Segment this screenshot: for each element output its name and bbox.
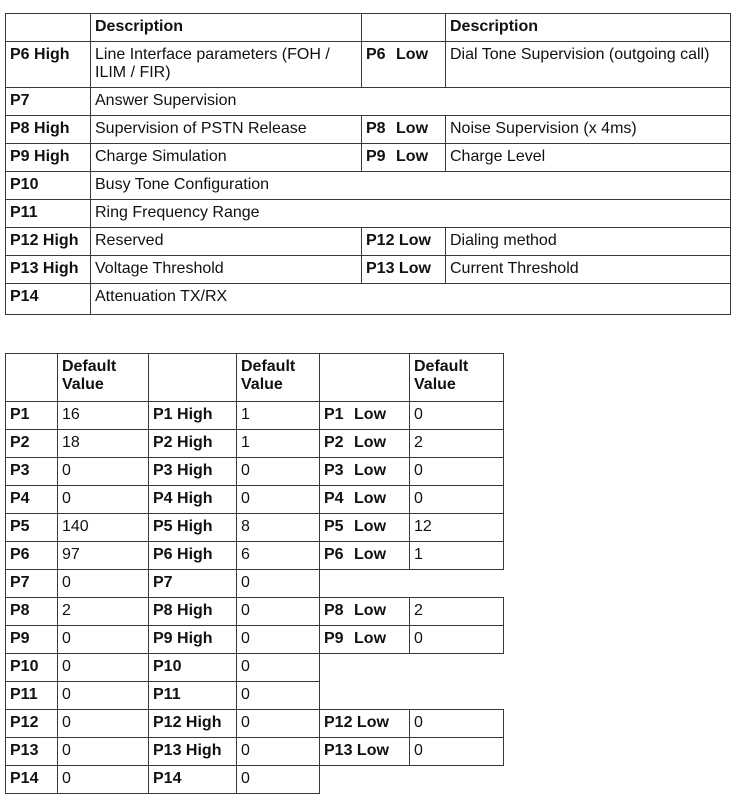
header-empty-cell — [320, 354, 410, 402]
param-high-name: P6 High — [149, 542, 237, 570]
param-low-name: P3 Low — [320, 458, 410, 486]
param-high-value: 0 — [237, 626, 320, 654]
param-description: Attenuation TX/RX — [91, 284, 731, 315]
param-high-name: P11 — [149, 682, 237, 710]
param-high-value: 6 — [237, 542, 320, 570]
param-name: P12 High — [6, 228, 91, 256]
param-high-value: 1 — [237, 430, 320, 458]
param-name: P8 Low — [362, 116, 446, 144]
table-row — [6, 710, 504, 738]
param-low-value: 2 — [410, 430, 504, 458]
default-value-header: Default Value — [58, 354, 149, 402]
param-high-name: P2 High — [149, 430, 237, 458]
param-value: 97 — [58, 542, 149, 570]
table-row — [6, 88, 731, 116]
param-name: P3 — [6, 458, 58, 486]
param-description: Charge Level — [446, 144, 731, 172]
param-value: 0 — [58, 682, 149, 710]
param-name: P10 — [6, 654, 58, 682]
param-high-name: P9 High — [149, 626, 237, 654]
param-low-value: 2 — [410, 598, 504, 626]
param-description: Current Threshold — [446, 256, 731, 284]
param-description: Noise Supervision (x 4ms) — [446, 116, 731, 144]
param-name: P13 Low — [362, 256, 446, 284]
param-low-name: P2 Low — [320, 430, 410, 458]
param-low-name: P6 Low — [320, 542, 410, 570]
param-value: 0 — [58, 766, 149, 794]
param-high-name: P7 — [149, 570, 237, 598]
param-low-name: P1 Low — [320, 402, 410, 430]
empty-cell — [320, 570, 504, 598]
param-low-value: 0 — [410, 458, 504, 486]
param-high-value: 1 — [237, 402, 320, 430]
description-header-row — [6, 14, 731, 42]
param-description: Dialing method — [446, 228, 731, 256]
param-name: P7 — [6, 570, 58, 598]
table-row — [6, 200, 731, 228]
table-row — [6, 738, 504, 766]
param-name: P6 High — [6, 42, 91, 88]
table-row — [6, 626, 504, 654]
empty-cell — [320, 654, 504, 682]
empty-cell — [320, 766, 504, 794]
param-high-value: 0 — [237, 458, 320, 486]
param-high-value: 0 — [237, 654, 320, 682]
param-high-value: 0 — [237, 682, 320, 710]
param-high-name: P4 High — [149, 486, 237, 514]
param-name: P11 — [6, 200, 91, 228]
param-name: P14 — [6, 284, 91, 315]
table-row — [6, 402, 504, 430]
table-row — [6, 116, 731, 144]
description-header: Description — [446, 14, 731, 42]
param-high-value: 0 — [237, 570, 320, 598]
parameter-description-table — [5, 13, 731, 315]
param-high-value: 0 — [237, 766, 320, 794]
param-name: P8 High — [6, 116, 91, 144]
table-row — [6, 144, 731, 172]
param-value: 16 — [58, 402, 149, 430]
param-description: Dial Tone Supervision (outgoing call) — [446, 42, 731, 88]
table-row — [6, 228, 731, 256]
table-row — [6, 598, 504, 626]
header-empty-cell — [149, 354, 237, 402]
param-high-value: 0 — [237, 598, 320, 626]
param-low-name: P9 Low — [320, 626, 410, 654]
param-low-name: P13 Low — [320, 738, 410, 766]
header-empty-cell — [6, 14, 91, 42]
param-name: P8 — [6, 598, 58, 626]
param-low-name: P12 Low — [320, 710, 410, 738]
param-low-name: P5 Low — [320, 514, 410, 542]
param-value: 0 — [58, 626, 149, 654]
param-high-name: P13 High — [149, 738, 237, 766]
param-high-name: P14 — [149, 766, 237, 794]
param-value: 2 — [58, 598, 149, 626]
param-low-value: 0 — [410, 402, 504, 430]
param-value: 0 — [58, 710, 149, 738]
param-value: 0 — [58, 458, 149, 486]
param-value: 140 — [58, 514, 149, 542]
param-name: P13 High — [6, 256, 91, 284]
param-name: P9 Low — [362, 144, 446, 172]
param-low-value: 1 — [410, 542, 504, 570]
param-value: 0 — [58, 654, 149, 682]
param-name: P6 — [6, 542, 58, 570]
param-description: Reserved — [91, 228, 362, 256]
param-description: Answer Supervision — [91, 88, 731, 116]
header-empty-cell — [362, 14, 446, 42]
param-low-value: 0 — [410, 626, 504, 654]
param-name: P9 — [6, 626, 58, 654]
param-value: 0 — [58, 738, 149, 766]
table-row — [6, 458, 504, 486]
param-high-name: P5 High — [149, 514, 237, 542]
table-row — [6, 542, 504, 570]
param-high-value: 0 — [237, 710, 320, 738]
description-header: Description — [91, 14, 362, 42]
empty-cell — [320, 682, 504, 710]
param-name: P4 — [6, 486, 58, 514]
table-row — [6, 570, 504, 598]
table-row — [6, 42, 731, 88]
param-low-value: 0 — [410, 486, 504, 514]
param-description: Voltage Threshold — [91, 256, 362, 284]
param-high-name: P1 High — [149, 402, 237, 430]
table-row — [6, 256, 731, 284]
table-row — [6, 514, 504, 542]
param-low-value: 0 — [410, 710, 504, 738]
param-name: P5 — [6, 514, 58, 542]
param-name: P9 High — [6, 144, 91, 172]
param-value: 18 — [58, 430, 149, 458]
table-row — [6, 486, 504, 514]
default-value-header: Default Value — [237, 354, 320, 402]
param-description: Busy Tone Configuration — [91, 172, 731, 200]
param-low-name: P4 Low — [320, 486, 410, 514]
param-high-value: 8 — [237, 514, 320, 542]
param-description: Charge Simulation — [91, 144, 362, 172]
param-name: P12 — [6, 710, 58, 738]
table-row — [6, 172, 731, 200]
table-row — [6, 284, 731, 315]
param-description: Supervision of PSTN Release — [91, 116, 362, 144]
param-value: 0 — [58, 486, 149, 514]
param-high-name: P8 High — [149, 598, 237, 626]
default-value-table — [5, 353, 504, 794]
param-name: P1 — [6, 402, 58, 430]
param-value: 0 — [58, 570, 149, 598]
param-description: Line Interface parameters (FOH / ILIM / FIR) — [91, 42, 362, 88]
param-name: P10 — [6, 172, 91, 200]
param-description: Ring Frequency Range — [91, 200, 731, 228]
param-low-name: P8 Low — [320, 598, 410, 626]
param-high-name: P10 — [149, 654, 237, 682]
param-low-value: 12 — [410, 514, 504, 542]
param-name: P6 Low — [362, 42, 446, 88]
param-high-name: P3 High — [149, 458, 237, 486]
table-row — [6, 766, 504, 794]
param-name: P2 — [6, 430, 58, 458]
param-low-value: 0 — [410, 738, 504, 766]
param-high-value: 0 — [237, 738, 320, 766]
table-row — [6, 654, 504, 682]
param-name: P11 — [6, 682, 58, 710]
param-name: P14 — [6, 766, 58, 794]
default-header-row — [6, 354, 504, 402]
default-value-header: Default Value — [410, 354, 504, 402]
param-name: P12 Low — [362, 228, 446, 256]
table-row — [6, 430, 504, 458]
param-high-name: P12 High — [149, 710, 237, 738]
param-high-value: 0 — [237, 486, 320, 514]
param-name: P13 — [6, 738, 58, 766]
header-empty-cell — [6, 354, 58, 402]
param-name: P7 — [6, 88, 91, 116]
table-row — [6, 682, 504, 710]
